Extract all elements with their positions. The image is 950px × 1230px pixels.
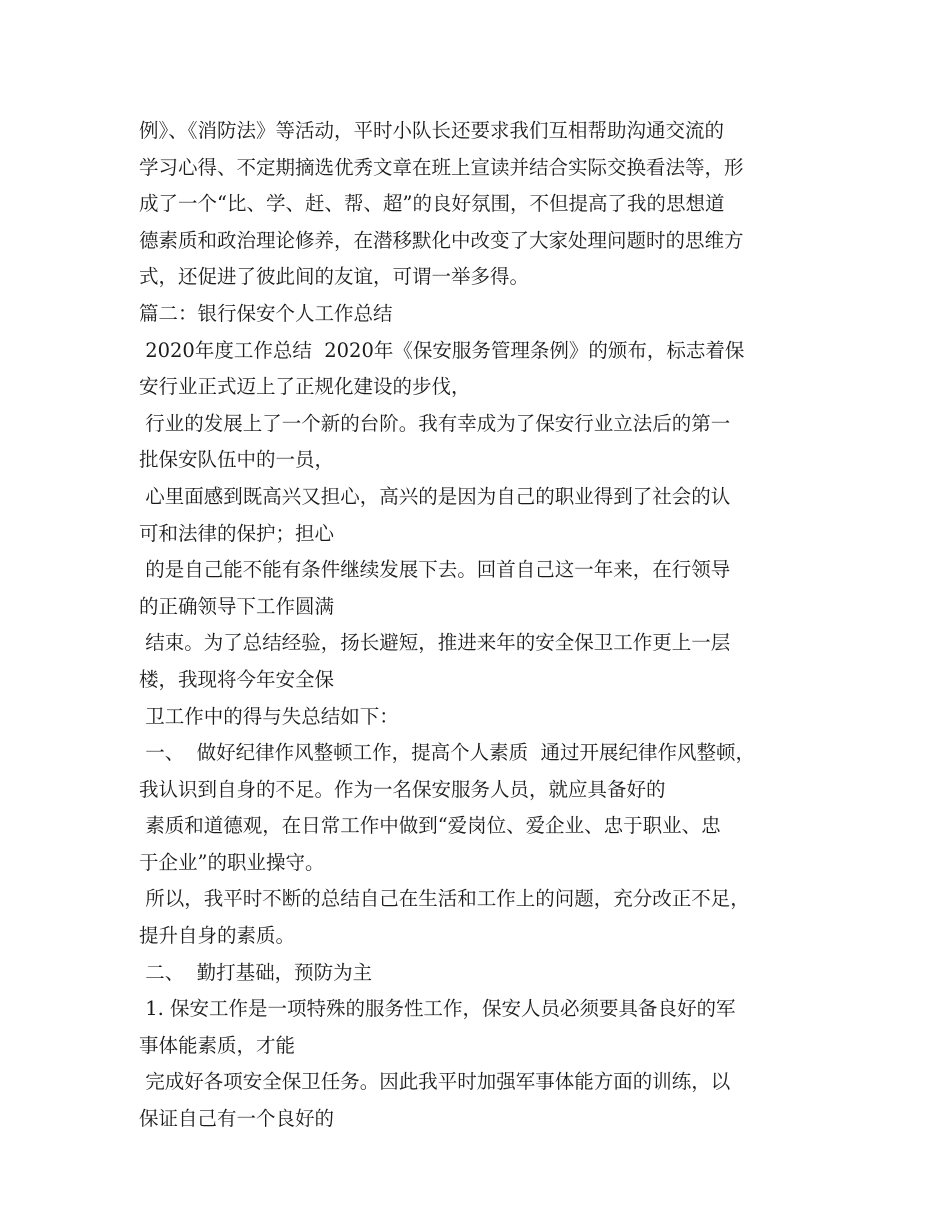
text-line: 学习心得、不定期摘选优秀文章在班上宣读并结合实际交换看法等，形: [139, 155, 744, 179]
text-line: 心里面感到既高兴又担心，高兴的是因为自己的职业得到了社会的认: [139, 484, 731, 508]
text-line: 楼，我现将今年安全保: [139, 667, 335, 691]
text-line: 提升自身的素质。: [139, 924, 296, 948]
text-line: 的正确领导下工作圆满: [139, 594, 335, 618]
text-line: 可和法律的保护；担心: [139, 521, 335, 545]
text-line: 保证自己有一个良好的: [139, 1107, 335, 1131]
text-line: 于企业”的职业操守。: [139, 850, 325, 874]
text-line: 结束。为了总结经验，扬长避短，推进来年的安全保卫工作更上一层: [139, 631, 731, 655]
text-line: 安行业正式迈上了正规化建设的步伐，: [139, 375, 471, 399]
section-heading: 篇二：银行保安个人工作总结: [139, 301, 393, 325]
text-line: 2020年度工作总结 2020年《保安服务管理条例》的颁布，标志着保: [139, 338, 745, 362]
text-line: 我认识到自身的不足。作为一名保安服务人员，就应具备好的: [139, 777, 666, 801]
text-line: 1. 保安工作是一项特殊的服务性工作，保安人员必须要具备良好的军: [139, 997, 736, 1021]
text-line: 所以，我平时不断的总结自己在生活和工作上的问题，充分改正不足，: [139, 887, 750, 911]
text-line: 例》、《消防法》等活动，平时小队长还要求我们互相帮助沟通交流的: [139, 119, 725, 142]
text-line: 素质和道德观，在日常工作中做到“爱岗位、爱企业、忠于职业、忠: [139, 814, 721, 838]
text-line: 卫工作中的得与失总结如下：: [139, 704, 399, 728]
text-line: 事体能素质，才能: [139, 1033, 296, 1057]
text-line: 一、 做好纪律作风整顿工作，提高个人素质 通过开展纪律作风整顿，: [139, 741, 755, 765]
text-line: 行业的发展上了一个新的台阶。我有幸成为了保安行业立法后的第一: [139, 411, 731, 435]
document-body: [139, 113, 819, 1138]
text-line: 的是自己能不能有条件继续发展下去。回首自己这一年来，在行领导: [139, 558, 731, 582]
text-line: 德素质和政治理论修养，在潜移默化中改变了大家处理问题时的思维方: [139, 228, 744, 252]
text-line: 二、 勤打基础，预防为主: [139, 960, 373, 984]
text-line: 批保安队伍中的一员，: [139, 448, 335, 472]
text-line: 完成好各项安全保卫任务。因此我平时加强军事体能方面的训练，以: [139, 1070, 731, 1094]
text-line: 成了一个“比、学、赶、帮、超”的良好氛围，不但提高了我的思想道: [139, 192, 725, 216]
text-line: 式，还促进了彼此间的友谊，可谓一举多得。: [139, 265, 530, 289]
